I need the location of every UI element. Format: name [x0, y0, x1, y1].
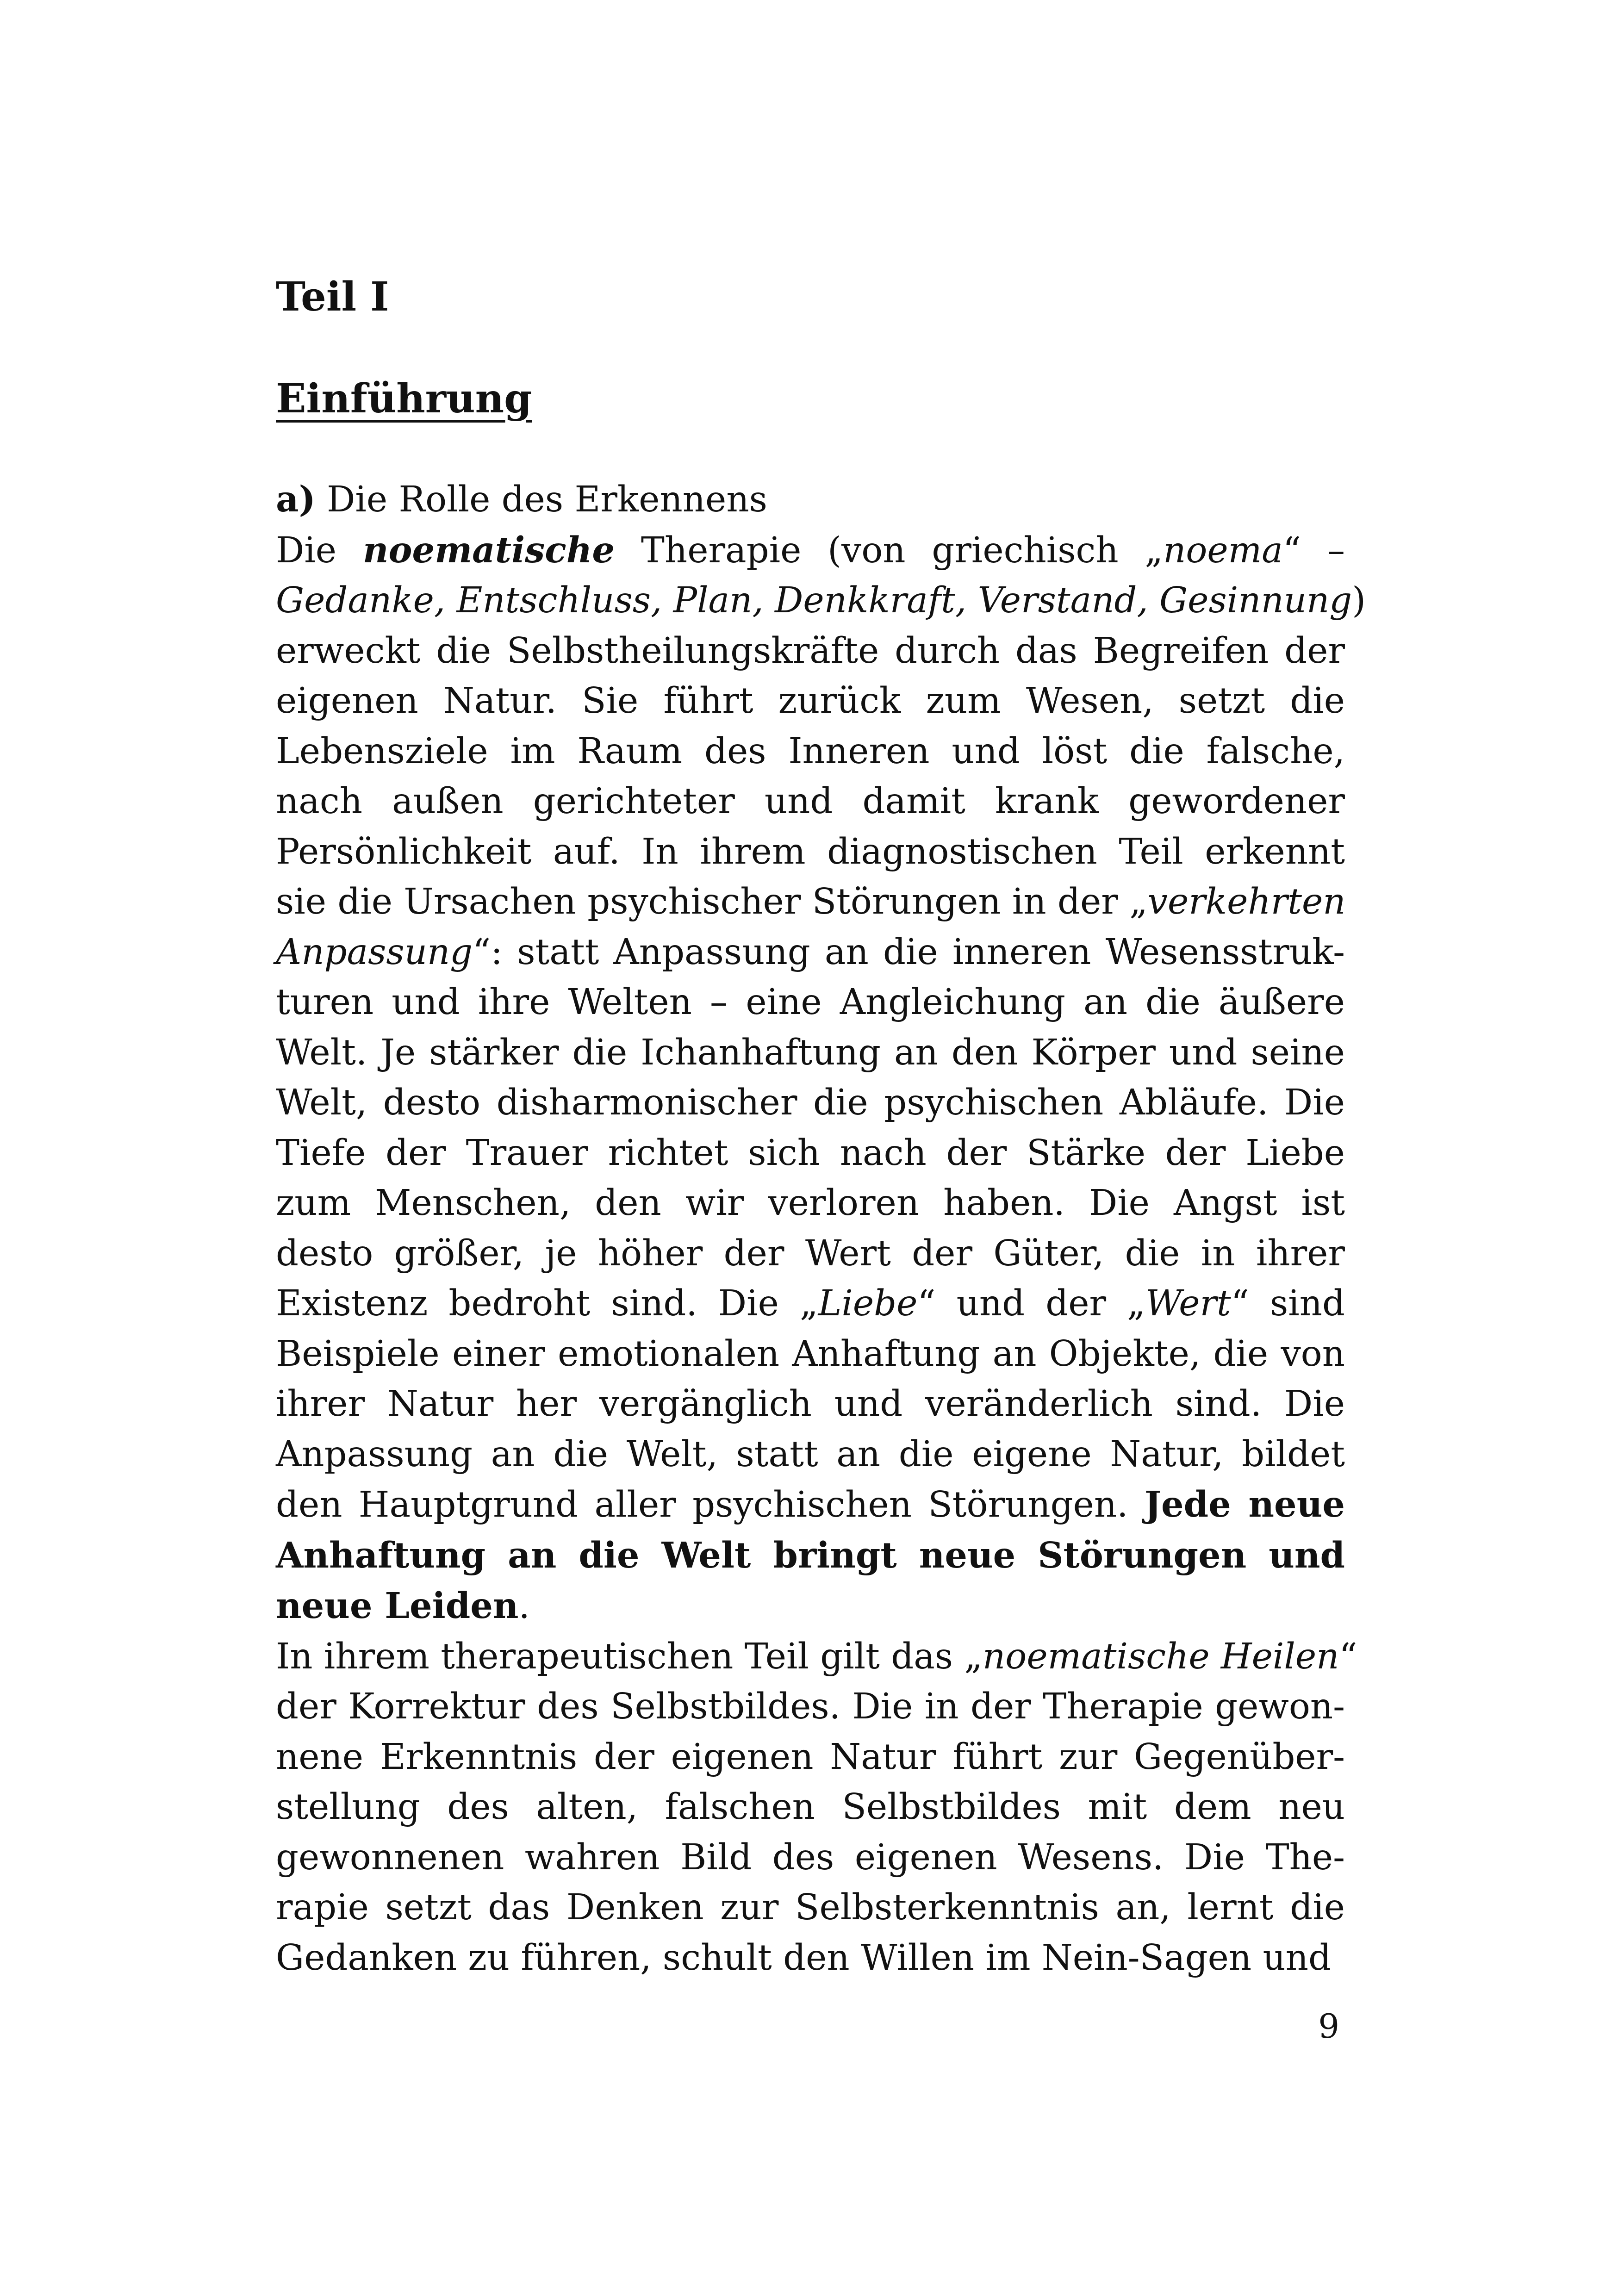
text-line: [276, 1379, 1345, 1430]
text-line: [276, 1531, 1345, 1581]
text-run: noema: [1163, 529, 1283, 571]
text-run: Anpassung an die Welt, statt an die eigene Natur, bildet: [276, 1433, 1345, 1475]
body-text: [276, 474, 1366, 1983]
text-line: [276, 1178, 1345, 1229]
paragraph: [276, 525, 1366, 1984]
text-run: Lebensziele im Raum des Inneren und löst die falsche,: [276, 730, 1345, 772]
text-run: Gedanke, Entschluss, Plan, Denkkraft, Verstand, Gesinnung: [276, 580, 1352, 621]
text-run: “: statt Anpassung an die inneren Wesensstruk-: [473, 931, 1345, 973]
text-run: Liebe: [818, 1283, 918, 1324]
text-run: den Hauptgrund aller psychischen Störungen.: [276, 1484, 1145, 1525]
text-run: noematische: [362, 529, 615, 571]
section-marker: a): [276, 479, 316, 520]
text-run: “ sind: [1231, 1283, 1345, 1324]
text-line: [276, 626, 1345, 677]
text-run: Jede neue: [1144, 1484, 1345, 1525]
text-run: sie die Ursachen psychischer Störungen in der „: [276, 881, 1148, 922]
text-run: erweckt die Selbstheilungskräfte durch das Begreifen der: [276, 630, 1345, 672]
text-line: [276, 1632, 1357, 1682]
text-run: ): [1352, 580, 1366, 621]
text-run: gewonnenen wahren Bild des eigenen Wesens. Die The-: [276, 1836, 1345, 1878]
text-run: noematische Heilen: [983, 1636, 1339, 1677]
text-line: [276, 1229, 1345, 1279]
text-run: .: [518, 1586, 530, 1627]
text-line: [276, 1933, 1345, 1984]
text-run: Persönlichkeit auf. In ihrem diagnostischen Teil erkennt: [276, 831, 1345, 872]
text-run: stellung des alten, falschen Selbstbildes mit dem neu: [276, 1786, 1345, 1828]
text-run: Existenz bedroht sind. Die „: [276, 1283, 818, 1324]
text-line: [276, 1430, 1345, 1480]
text-line: [276, 977, 1345, 1028]
text-run: Die: [276, 529, 363, 571]
section-heading: [276, 474, 1345, 525]
text-run: eigenen Natur. Sie führt zurück zum Wesen, setzt die: [276, 680, 1345, 722]
text-line: [276, 1682, 1345, 1732]
chapter-heading: Einführung: [276, 375, 532, 422]
text-line: [276, 525, 1345, 576]
text-run: Anhaftung an die Welt bringt neue Störungen und: [276, 1534, 1345, 1576]
text-run: desto größer, je höher der Wert der Güter, die in ihrer: [276, 1232, 1345, 1274]
text-line: [276, 1329, 1345, 1380]
text-run: rapie setzt das Denken zur Selbsterkenntnis an, lernt die: [276, 1887, 1345, 1928]
text-line: [276, 1833, 1345, 1883]
text-run: Gedanken zu führen, schult den Willen im Nein-Sagen und: [276, 1937, 1331, 1979]
text-run: nach außen gerichteter und damit krank gewordener: [276, 781, 1345, 822]
text-run: der Korrektur des Selbstbildes. Die in der Therapie gewon-: [276, 1686, 1345, 1727]
text-line: [276, 676, 1345, 727]
text-line: [276, 1782, 1345, 1833]
part-title: Teil I: [276, 274, 389, 320]
page-number: 9: [1318, 2007, 1339, 2046]
text-line: [276, 1581, 1345, 1632]
text-line: [276, 1078, 1345, 1128]
text-run: zum Menschen, den wir verloren haben. Die Angst ist: [276, 1182, 1345, 1224]
text-run: Anpassung: [276, 931, 473, 973]
text-line: [276, 1480, 1345, 1531]
text-run: “: [1339, 1636, 1357, 1677]
text-line: [276, 877, 1345, 927]
text-line: [276, 1883, 1345, 1933]
text-run: Welt, desto disharmonischer die psychischen Abläufe. Die: [276, 1082, 1345, 1123]
text-run: turen und ihre Welten – eine Angleichung an die äußere: [276, 982, 1345, 1023]
text-line: [276, 1279, 1345, 1329]
text-line: [276, 727, 1345, 777]
text-run: “ und der „: [917, 1283, 1145, 1324]
text-run: verkehrten: [1147, 881, 1346, 922]
text-run: nene Erkenntnis der eigenen Natur führt zur Gegenüber-: [276, 1736, 1345, 1778]
section-title: Die Rolle des Erkennens: [315, 479, 767, 520]
text-line: [276, 1732, 1345, 1783]
text-run: Wert: [1145, 1283, 1231, 1324]
text-line: [276, 1128, 1345, 1179]
text-run: ihrer Natur her vergänglich und veränderlich sind. Die: [276, 1383, 1345, 1425]
text-line: [276, 1028, 1345, 1078]
text-line: [276, 777, 1345, 827]
text-run: In ihrem therapeutischen Teil gilt das „: [276, 1636, 983, 1677]
text-run: Welt. Je stärker die Ichanhaftung an den Körper und seine: [276, 1032, 1345, 1073]
text-run: Beispiele einer emotionalen Anhaftung an Objekte, die von: [276, 1333, 1345, 1375]
text-line: [276, 927, 1345, 978]
text-line: [276, 576, 1366, 626]
text-run: neue Leiden: [276, 1585, 519, 1627]
text-run: Therapie (von griechisch „: [615, 529, 1164, 571]
text-run: “ –: [1282, 529, 1345, 571]
text-run: Tiefe der Trauer richtet sich nach der Stärke der Liebe: [276, 1132, 1345, 1174]
text-line: [276, 827, 1345, 877]
